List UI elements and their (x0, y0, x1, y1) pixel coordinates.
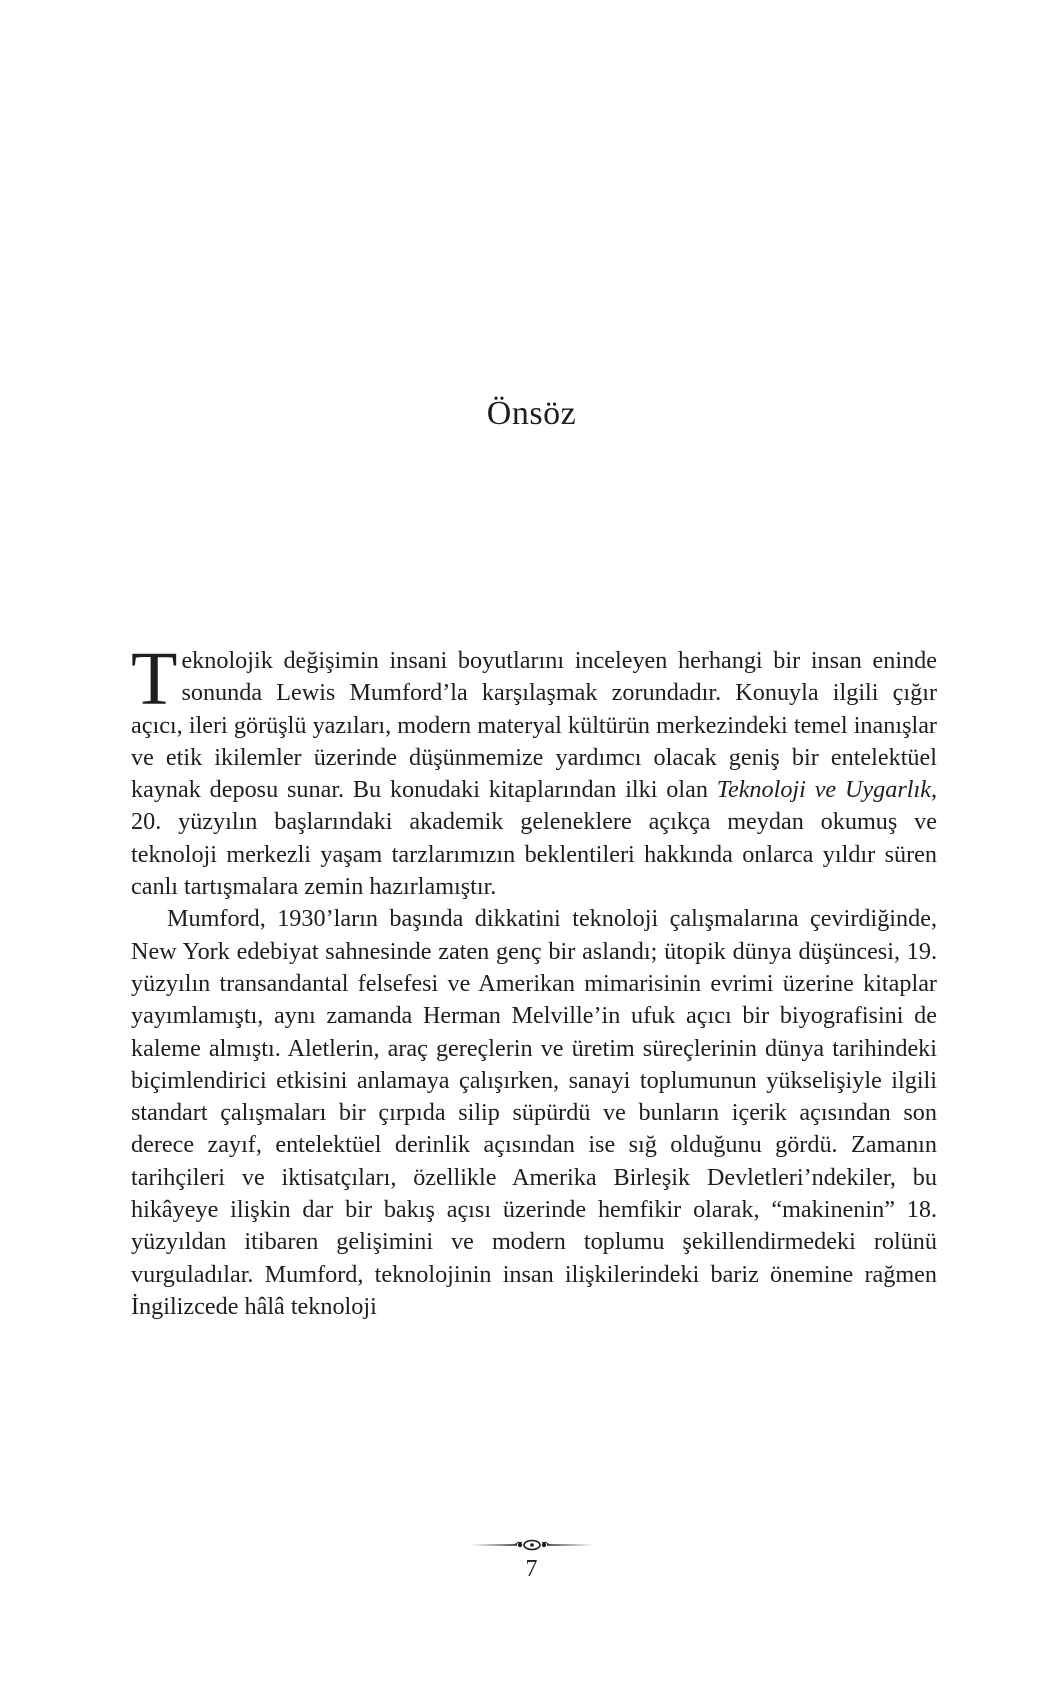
paragraph-1-text-end: , 20. yüzyılın başlarındaki akademik geleneklere açıkça meydan okumuş ve teknoloji merkezli yaşam tarzlarımızın beklentileri hakkında onlarca yıldır süren canlı tartışmalara zemin hazırlamıştır. (131, 776, 937, 901)
paragraph-2: Mumford, 1930’ların başında dikkatini teknoloji çalışmalarına çevirdiğinde, New York edebiyat sahnesinde zaten genç bir aslandı; ütopik dünya düşüncesi, 19. yüzyılın transandantal felsefesi ve Amerikan mimarisinin evrimi üzerine kitaplar yayımlamıştı, aynı zamanda Herman Melville’in ufuk açıcı bir biyografisini de kaleme almıştı. Aletlerin, araç gereçlerin ve üretim süreçlerinin dünya tarihindeki biçimlendirici etkisini anlamaya çalışırken, sanayi toplumunun yükselişiyle ilgili standart çalışmaları bir çırpıda silip süpürdü ve bunların içerik açısından son derece zayıf, entelektüel derinlik açısından ise sığ olduğunu gördü. Zamanın tarihçileri ve iktisatçıları, özellikle Amerika Birleşik Devletleri’ndekiler, bu hikâyeye ilişkin dar bir bakış açısı üzerinde hemfikir olarak, “makinenin” 18. yüzyıldan itibaren gelişimini ve modern toplumu şekillendirmedeki rolünü vurguladılar. Mumford, teknolojinin insan ilişkilerindeki bariz önemine rağmen İngilizcede hâlâ teknoloji (131, 905, 937, 1320)
page-title: Önsöz (486, 395, 577, 432)
book-title-italic: Teknoloji ve Uygarlık (716, 776, 931, 804)
paragraph-1 (131, 637, 937, 903)
body-text (131, 637, 937, 1323)
paragraph-1-text-start: eknolojik değişimin insani boyutlarını inceleyen herhangi bir insan eninde sonunda Lewis Mumford’la karşılaşmak zorundadır. Konuyla ilgili çığır açıcı, ileri görüşlü yazıları, modern materyal kültürün merkezindeki temel inanışlar ve etik ikilemler üzerinde düşünmemize yardımcı olacak geniş bir entelektüel kaynak deposu sunar. Bu konudaki kitaplarından ilki olan (131, 647, 937, 804)
drop-cap: T (131, 637, 178, 721)
scroll-ornament-icon (471, 1538, 593, 1552)
page-number: 7 (525, 1556, 538, 1582)
